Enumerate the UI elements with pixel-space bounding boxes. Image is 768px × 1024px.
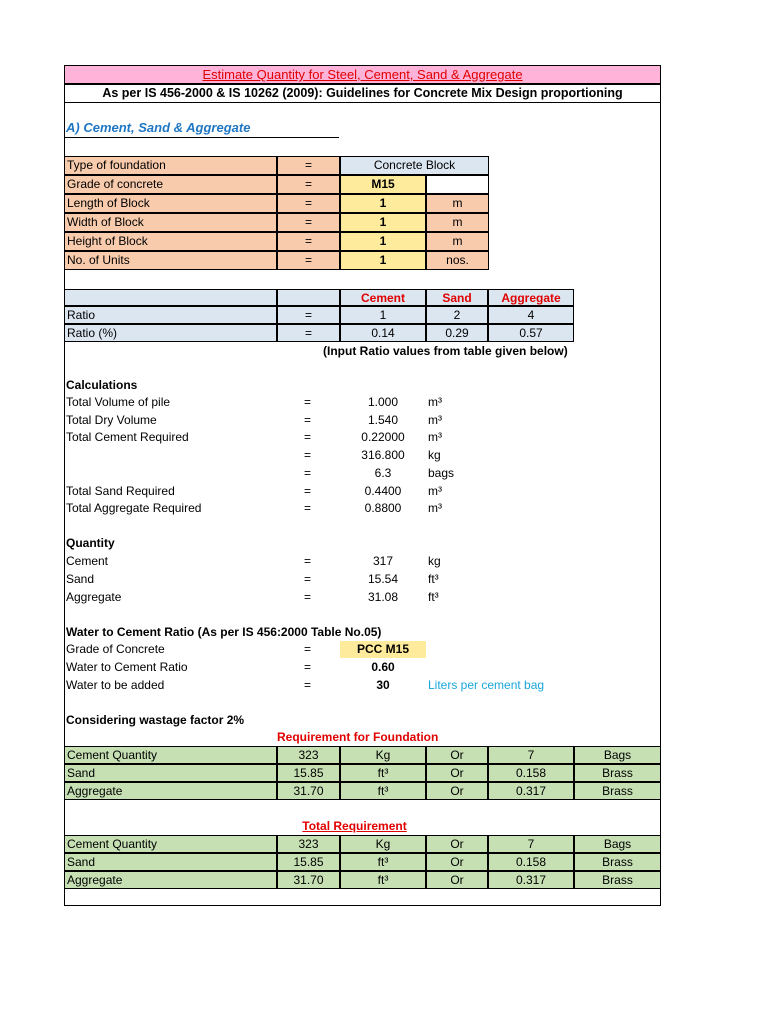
foundation-cell: Sand [64, 764, 277, 782]
calc-eq: = [304, 430, 312, 445]
calc-value: 1.540 [367, 412, 399, 427]
ratio-row-label: Ratio (%) [64, 324, 277, 342]
quantity-value: 15.54 [367, 572, 399, 586]
ratio-value: 0.14 [340, 324, 426, 342]
section-a-heading: A) Cement, Sand & Aggregate [66, 120, 251, 135]
total-cell: ft³ [340, 853, 426, 871]
ratio-value: 0.29 [426, 324, 488, 342]
calc-value: 0.4400 [364, 483, 402, 498]
foundation-cell: Or [426, 764, 488, 782]
calc-value: 316.800 [361, 448, 405, 463]
foundation-cell: 0.317 [488, 782, 574, 800]
total-cell: 15.85 [277, 853, 340, 871]
input-value[interactable]: M15 [340, 175, 426, 194]
quantity-unit: kg [428, 554, 441, 568]
input-eq: = [277, 156, 340, 175]
calc-unit: m³ [428, 483, 442, 498]
water-grade-eq: = [304, 642, 312, 656]
total-cell: Brass [574, 853, 661, 871]
total-title: Total Requirement [302, 819, 407, 833]
total-cell: Or [426, 835, 488, 853]
foundation-cell: 0.158 [488, 764, 574, 782]
quantity-unit: ft³ [428, 590, 439, 604]
total-cell: 0.317 [488, 871, 574, 889]
sheet-subtitle: As per IS 456-2000 & IS 10262 (2009): Guidelines for Concrete Mix Design proportioning [64, 84, 661, 103]
ratio-value[interactable]: 1 [340, 306, 426, 324]
calc-label: Total Volume of pile [66, 395, 171, 409]
ratio-header: Sand [426, 289, 488, 306]
calc-unit: m³ [428, 412, 442, 427]
input-label: No. of Units [64, 251, 277, 270]
water-heading: Water to Cement Ratio (As per IS 456:2000 Table No.05) [66, 625, 382, 639]
ratio-value[interactable]: 4 [488, 306, 574, 324]
foundation-cell: Brass [574, 782, 661, 800]
calc-label: Total Sand Required [66, 483, 175, 498]
total-cell: 0.158 [488, 853, 574, 871]
total-cell: 31.70 [277, 871, 340, 889]
sheet-title: Estimate Quantity for Steel, Cement, Sand & Aggregate [64, 65, 661, 84]
input-unit [426, 175, 489, 194]
quantity-eq: = [304, 554, 312, 568]
quantity-unit: ft³ [428, 572, 439, 586]
foundation-cell: Aggregate [64, 782, 277, 800]
calc-label: Total Dry Volume [66, 412, 157, 427]
input-eq: = [277, 251, 340, 270]
calc-eq: = [304, 448, 312, 463]
calc-value: 1.000 [367, 395, 399, 409]
foundation-cell: Brass [574, 764, 661, 782]
calc-unit: m³ [428, 501, 442, 516]
input-unit: m [426, 194, 489, 213]
water-ratio-eq: = [304, 660, 312, 674]
input-label: Width of Block [64, 213, 277, 232]
quantity-value: 317 [372, 554, 394, 568]
ratio-header-blank [277, 289, 340, 306]
foundation-title: Requirement for Foundation [277, 730, 439, 744]
wastage-note: Considering wastage factor 2% [66, 713, 245, 727]
foundation-cell: ft³ [340, 782, 426, 800]
quantity-label: Aggregate [66, 590, 122, 604]
ratio-header-blank [64, 289, 277, 306]
foundation-cell: 7 [488, 746, 574, 764]
calc-value: 0.22000 [361, 430, 405, 445]
input-value[interactable]: 1 [340, 251, 426, 270]
foundation-cell: 323 [277, 746, 340, 764]
calc-value: 6.3 [374, 465, 392, 480]
quantity-value: 31.08 [367, 590, 399, 604]
foundation-cell: Or [426, 746, 488, 764]
input-label: Grade of concrete [64, 175, 277, 194]
total-cell: Kg [340, 835, 426, 853]
water-added-label: Water to be added [66, 678, 165, 692]
calc-eq: = [304, 412, 312, 427]
input-unit: m [426, 213, 489, 232]
calc-eq: = [304, 483, 312, 498]
ratio-header: Cement [340, 289, 426, 306]
calc-unit: kg [428, 448, 441, 463]
quantity-eq: = [304, 590, 312, 604]
section-a-underline [64, 137, 339, 138]
water-ratio-value: 0.60 [371, 660, 395, 674]
calc-label: Total Cement Required [66, 430, 189, 445]
input-unit: nos. [426, 251, 489, 270]
input-label: Length of Block [64, 194, 277, 213]
water-added-value: 30 [376, 678, 390, 692]
total-cell: Aggregate [64, 871, 277, 889]
ratio-value[interactable]: 2 [426, 306, 488, 324]
water-grade-label: Grade of Concrete [66, 642, 165, 656]
total-cell: 323 [277, 835, 340, 853]
foundation-cell: Kg [340, 746, 426, 764]
total-cell: Or [426, 871, 488, 889]
calc-unit: bags [428, 465, 455, 480]
input-value[interactable]: 1 [340, 213, 426, 232]
total-cell: 7 [488, 835, 574, 853]
input-eq: = [277, 175, 340, 194]
input-unit: m [426, 232, 489, 251]
input-value[interactable]: 1 [340, 232, 426, 251]
foundation-cell: Cement Quantity [64, 746, 277, 764]
input-eq: = [277, 232, 340, 251]
foundation-cell: Bags [574, 746, 661, 764]
input-value[interactable]: Concrete Block [340, 156, 489, 175]
calculations-heading: Calculations [66, 378, 138, 392]
ratio-eq: = [277, 306, 340, 324]
calc-label: Total Aggregate Required [66, 501, 202, 516]
input-label: Type of foundation [64, 156, 277, 175]
quantity-heading: Quantity [66, 536, 115, 550]
quantity-eq: = [304, 572, 312, 586]
water-added-eq: = [304, 678, 312, 692]
input-eq: = [277, 213, 340, 232]
ratio-eq: = [277, 324, 340, 342]
quantity-label: Sand [66, 572, 95, 586]
water-added-unit: Liters per cement bag [428, 678, 545, 692]
total-cell: Cement Quantity [64, 835, 277, 853]
calc-eq: = [304, 501, 312, 516]
ratio-row-label: Ratio [64, 306, 277, 324]
quantity-label: Cement [66, 554, 109, 568]
ratio-note: (Input Ratio values from table given below) [323, 344, 568, 358]
ratio-value: 0.57 [488, 324, 574, 342]
foundation-cell: Or [426, 782, 488, 800]
total-cell: ft³ [340, 871, 426, 889]
calc-unit: m³ [428, 395, 442, 409]
ratio-header: Aggregate [488, 289, 574, 306]
calc-eq: = [304, 465, 312, 480]
total-cell: Brass [574, 871, 661, 889]
input-value[interactable]: 1 [340, 194, 426, 213]
foundation-cell: 31.70 [277, 782, 340, 800]
calc-unit: m³ [428, 430, 442, 445]
calc-value: 0.8800 [364, 501, 402, 516]
foundation-cell: 15.85 [277, 764, 340, 782]
total-cell: Or [426, 853, 488, 871]
input-eq: = [277, 194, 340, 213]
foundation-cell: ft³ [340, 764, 426, 782]
total-cell: Bags [574, 835, 661, 853]
water-ratio-label: Water to Cement Ratio [66, 660, 188, 674]
calc-eq: = [304, 395, 312, 409]
water-grade-value[interactable]: PCC M15 [340, 641, 426, 658]
input-label: Height of Block [64, 232, 277, 251]
total-cell: Sand [64, 853, 277, 871]
